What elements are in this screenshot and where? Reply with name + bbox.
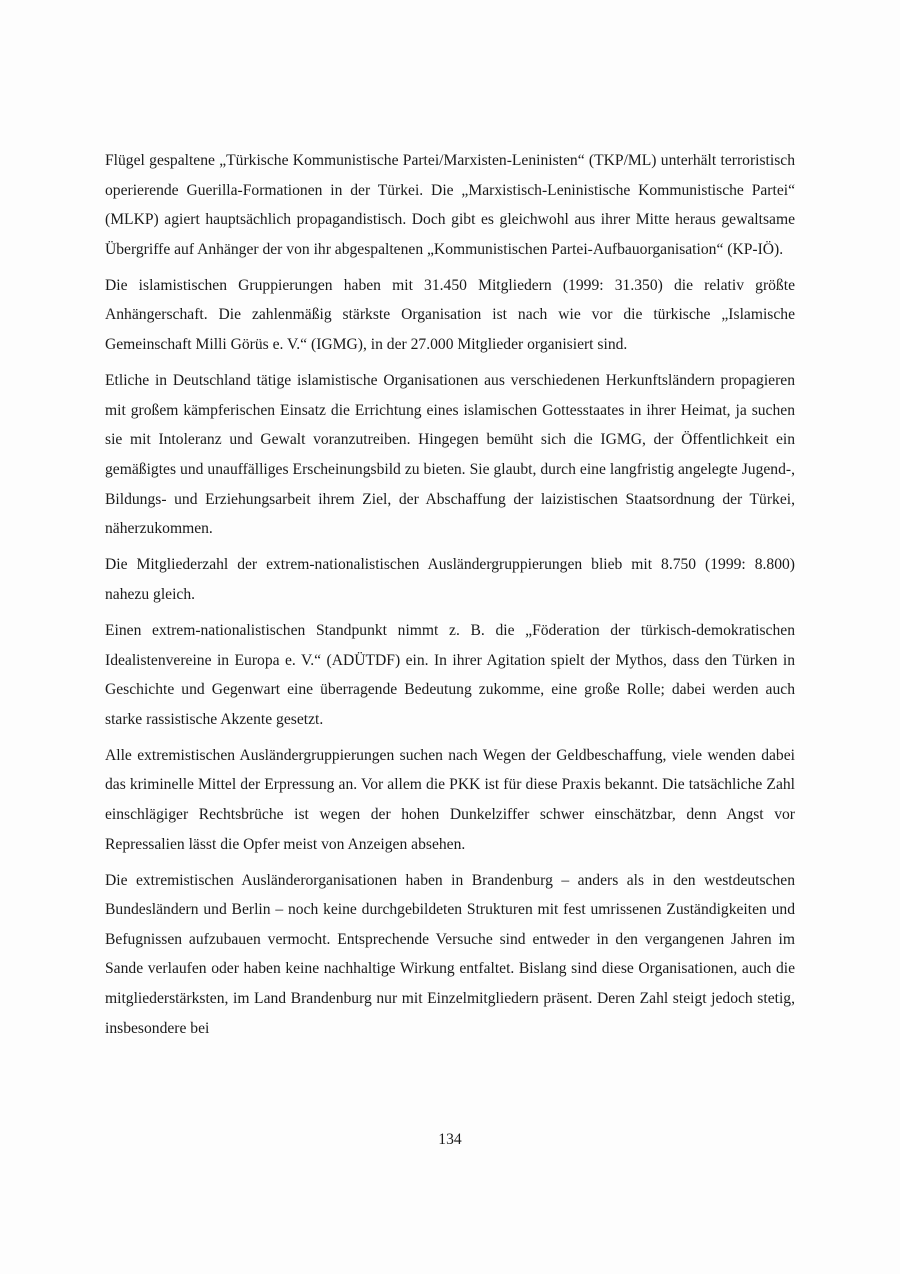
paragraph-6: Alle extremistischen Ausländergruppierungen suchen nach Wegen der Geldbeschaffung, viele wenden dabei das kriminelle Mittel der Erpressung an. Vor allem die PKK ist für diese Praxis bekannt. Die tatsächliche Zahl einschlägiger Rechtsbrüche ist wegen der hohen Dunkelziffer schwer einschätzbar, denn Angst vor Repressalien lässt die Opfer meist von Anzeigen absehen. [105, 746, 795, 853]
paragraph-4: Die Mitgliederzahl der extrem-nationalistischen Ausländergruppierungen blieb mit 8.750 (1999: 8.800) nahezu gleich. [105, 556, 795, 603]
paragraph-7: Die extremistischen Ausländerorganisationen haben in Brandenburg – anders als in den westdeutschen Bundesländern und Berlin – noch keine durchgebildeten Strukturen mit fest umrissenen Zuständigkeiten und Befugnissen aufzubauen vermocht. Entsprechende Versuche sind entweder in den vergangenen Jahren im Sande verlaufen oder haben keine nachhaltige Wirkung entfaltet. Bislang sind diese Organisationen, auch die mitgliederstärksten, im Land Brandenburg nur mit Einzelmitgliedern präsent. Deren Zahl steigt jedoch stetig, insbesondere bei [105, 871, 795, 1037]
paragraph-1: Flügel gespaltene „Türkische Kommunistische Partei/Marxisten-Leninisten“ (TKP/ML) unterhält terroristisch operierende Guerilla-Formationen in der Türkei. Die „Marxistisch-Leninistische Kommunistische Partei“ (MLKP) agiert hauptsächlich propagandistisch. Doch gibt es gleichwohl aus ihrer Mitte heraus gewaltsame Übergriffe auf Anhänger der von ihr abgespaltenen „Kommunistischen Partei-Aufbauorganisation“ (KP-IÖ). [105, 152, 795, 258]
paragraph-3: Etliche in Deutschland tätige islamistische Organisationen aus verschiedenen Herkunftsländern propagieren mit großem kämpferischen Einsatz die Errichtung eines islamischen Gottesstaates in ihrer Heimat, ja suchen sie mit Intoleranz und Gewalt voranzutreiben. Hingegen bemüht sich die IGMG, der Öffentlichkeit ein gemäßigtes und unauffälliges Erscheinungsbild zu bieten. Sie glaubt, durch eine langfristig angelegte Jugend-, Bildungs- und Erziehungsarbeit ihrem Ziel, der Abschaffung der laizistischen Staatsordnung der Türkei, näherzukommen. [105, 372, 795, 538]
paragraph-5: Einen extrem-nationalistischen Standpunkt nimmt z. B. die „Föderation der türkisch-demokratischen Idealistenvereine in Europa e. V.“ (ADÜTDF) ein. In ihrer Agitation spielt der Mythos, dass den Türken in Geschichte und Gegenwart eine überragende Bedeutung zukomme, eine große Rolle; dabei werden auch starke rassistische Akzente gesetzt. [105, 621, 795, 728]
paragraph-2: Die islamistischen Gruppierungen haben mit 31.450 Mitgliedern (1999: 31.350) die relativ größte Anhängerschaft. Die zahlenmäßig stärkste Organisation ist nach wie vor die türkische „Islamische Gemeinschaft Milli Görüs e. V.“ (IGMG), in der 27.000 Mitglieder organisiert sind. [105, 276, 795, 354]
body-text [105, 146, 795, 1050]
page-number: 134 [438, 1131, 462, 1148]
